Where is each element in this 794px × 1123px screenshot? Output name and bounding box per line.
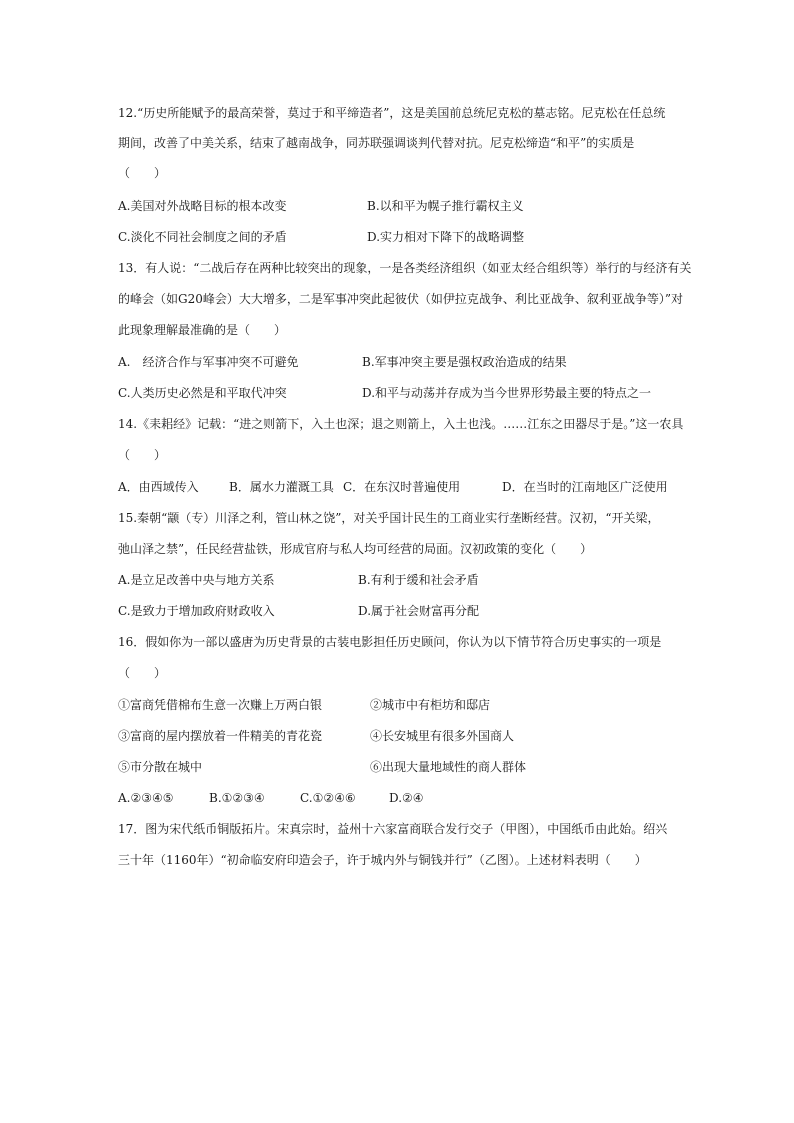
q16-answer-blank: （ ） xyxy=(118,666,167,680)
q16-option-a: A.②③④⑤ xyxy=(118,791,174,805)
q14-option-c: C．在东汉时普遍使用 xyxy=(343,480,461,494)
q12-option-a: A.美国对外战略目标的根本改变 xyxy=(118,199,287,213)
q15-option-a: A.是立足改善中央与地方关系 xyxy=(118,573,275,587)
q16-item-4: ④长安城里有很多外国商人 xyxy=(370,729,515,743)
q16-option-c: C.①②④⑥ xyxy=(300,791,356,805)
q15-option-d: D.属于社会财富再分配 xyxy=(358,604,480,618)
q12-option-d: D.实力相对下降下的战略调整 xyxy=(367,230,525,244)
q17-stem-line-1: 17．图为宋代纸币铜版拓片。宋真宗时，益州十六家富商联合发行交子（甲图），中国纸币由此始。绍兴 xyxy=(118,822,668,836)
q13-option-d: D.和平与动荡并存成为当今世界形势最主要的特点之一 xyxy=(362,386,652,400)
q14-option-a: A．由西域传入 xyxy=(118,480,199,494)
q13-option-a: A. 经济合作与军事冲突不可避免 xyxy=(118,355,299,369)
q14-answer-blank: （ ） xyxy=(118,448,167,462)
q12-option-b: B.以和平为幌子推行霸权主义 xyxy=(367,199,524,213)
q13-stem-line-2: 的峰会（如G20峰会）大大增多，二是军事冲突此起彼伏（如伊拉克战争、利比亚战争、叙利亚战争等）”对 xyxy=(118,292,683,306)
q17-stem-line-2: 三十年（1160年）“初命临安府印造会子，许于城内外与铜钱并行”（乙图）。上述材料表明（ ） xyxy=(118,853,647,867)
q16-stem-line-1: 16．假如你为一部以盛唐为历史背景的古装电影担任历史顾问，你认为以下情节符合历史事实的一项是 xyxy=(118,635,662,649)
q16-item-5: ⑤市分散在城中 xyxy=(118,760,203,774)
q13-option-b: B.军事冲突主要是强权政治造成的结果 xyxy=(362,355,567,369)
q12-stem-line-2: 期间，改善了中美关系，结束了越南战争，同苏联强调谈判代替对抗。尼克松缔造“和平”的实质是 xyxy=(118,136,635,150)
q12-answer-blank: （ ） xyxy=(118,166,167,180)
q15-stem-line-2: 弛山泽之禁”，任民经营盐铁，形成官府与私人均可经营的局面。汉初政策的变化（ ） xyxy=(118,542,593,556)
q16-item-2: ②城市中有柜坊和邸店 xyxy=(370,698,491,712)
q16-item-1: ①富商凭借棉布生意一次赚上万两白银 xyxy=(118,698,323,712)
q16-option-d: D.②④ xyxy=(389,791,424,805)
q13-stem-line-3: 此现象理解最准确的是（ ） xyxy=(118,323,287,337)
q12-stem-line-1: 12.“历史所能赋予的最高荣誉，莫过于和平缔造者”，这是美国前总统尼克松的墓志铭。尼克松在任总统 xyxy=(118,106,666,120)
q16-option-b: B.①②③④ xyxy=(209,791,265,805)
q15-option-c: C.是致力于增加政府财政收入 xyxy=(118,604,275,618)
q14-stem-line-1: 14.《耒耜经》记载：“进之则箭下，入土也深；退之则箭上，入土也浅。……江东之田器尽于是。”这一农具 xyxy=(118,417,684,431)
q13-stem-line-1: 13．有人说：“二战后存在两种比较突出的现象，一是各类经济组织（如亚太经合组织等）举行的与经济有关 xyxy=(118,261,692,275)
q15-option-b: B.有利于缓和社会矛盾 xyxy=(358,573,479,587)
q15-stem-line-1: 15.秦朝“颛（专）川泽之利，管山林之饶”，对关乎国计民生的工商业实行垄断经营。汉初，“开关梁， xyxy=(118,511,660,525)
q14-option-d: D．在当时的江南地区广泛使用 xyxy=(502,480,668,494)
q12-option-c: C.淡化不同社会制度之间的矛盾 xyxy=(118,230,287,244)
q14-option-b: B．属水力灌溉工具 xyxy=(229,480,334,494)
q16-item-6: ⑥出现大量地域性的商人群体 xyxy=(370,760,527,774)
q13-option-c: C.人类历史必然是和平取代冲突 xyxy=(118,386,287,400)
q16-item-3: ③富商的屋内摆放着一件精美的青花瓷 xyxy=(118,729,323,743)
